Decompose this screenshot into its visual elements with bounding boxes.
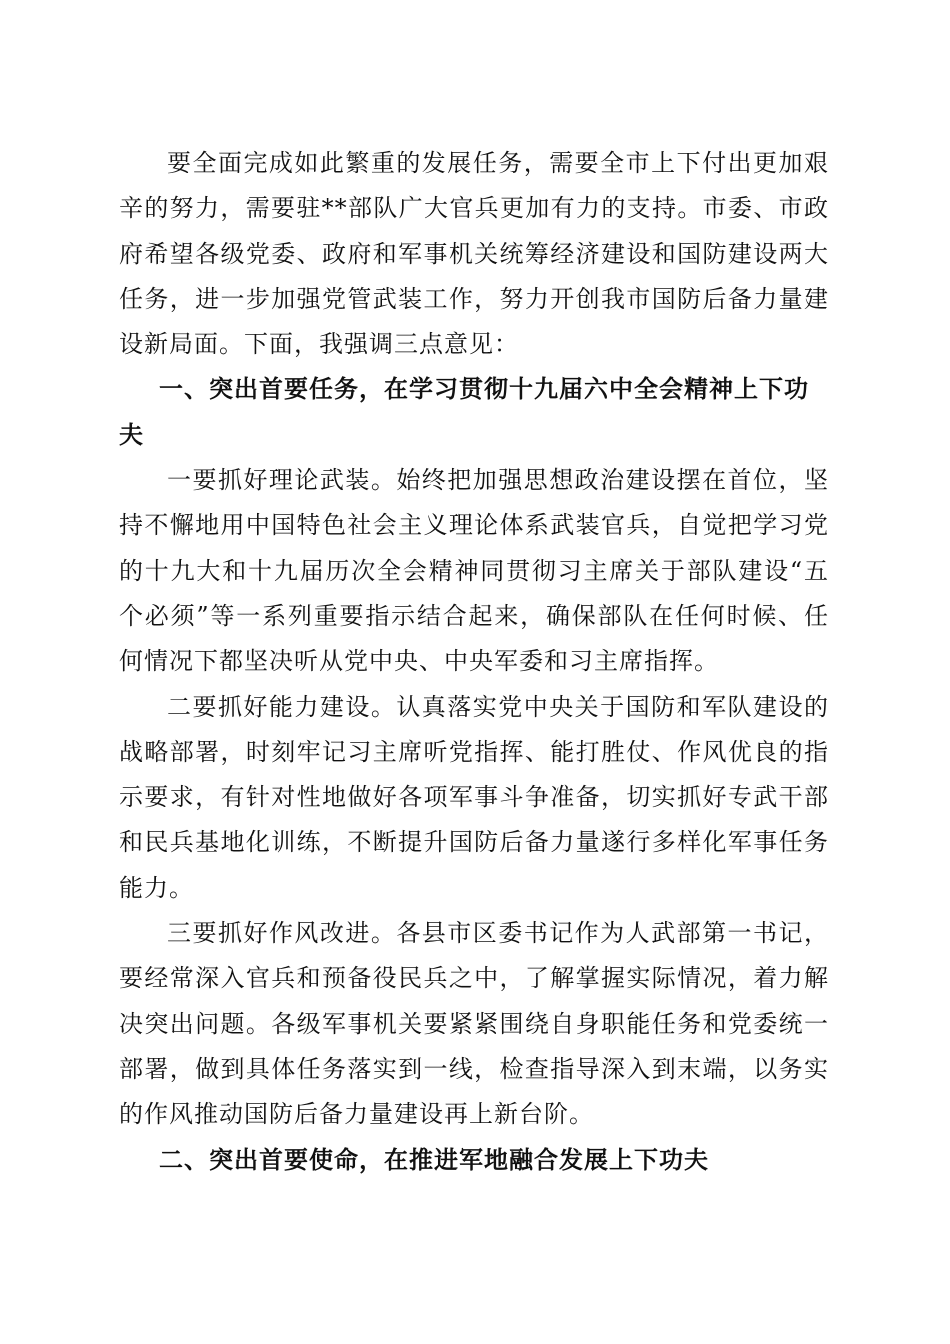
paragraph-theory: 一要抓好理论武装。始终把加强思想政治建设摆在首位，坚持不懈地用中国特色社会主义理论体系武装官兵，自觉把学习党的十九大和十九届历次全会精神同贯彻习主席关于部队建设“五个必须”等一系列重要指示结合起来，确保部队在任何时候、任何情况下都坚决听从党中央、中央军委和习主席指挥。 xyxy=(119,466,829,676)
section-heading-1: 一、突出首要任务，在学习贯彻十九届六中全会精神上下功夫 xyxy=(119,375,809,449)
section-heading-2: 二、突出首要使命，在推进军地融合发展上下功夫 xyxy=(159,1145,709,1174)
paragraph-capability: 二要抓好能力建设。认真落实党中央关于国防和军队建设的战略部署，时刻牢记习主席听党指挥、能打胜仗、作风优良的指示要求，有针对性地做好各项军事斗争准备，切实抓好专武干部和民兵基地化训练，不断提升国防后备力量遂行多样化军事任务能力。 xyxy=(119,692,829,902)
paragraph-style: 三要抓好作风改进。各县市区委书记作为人武部第一书记，要经常深入官兵和预备役民兵之中，了解掌握实际情况，着力解决突出问题。各级军事机关要紧紧围绕自身职能任务和党委统一部署，做到具体任务落实到一线，检查指导深入到末端，以务实的作风推动国防后备力量建设再上新台阶。 xyxy=(119,919,829,1129)
document-body xyxy=(119,141,829,1183)
intro-paragraph: 要全面完成如此繁重的发展任务，需要全市上下付出更加艰辛的努力，需要驻**部队广大官兵更加有力的支持。市委、市政府希望各级党委、政府和军事机关统筹经济建设和国防建设两大任务，进一步加强党管武装工作，努力开创我市国防后备力量建设新局面。下面，我强调三点意见： xyxy=(119,149,829,359)
